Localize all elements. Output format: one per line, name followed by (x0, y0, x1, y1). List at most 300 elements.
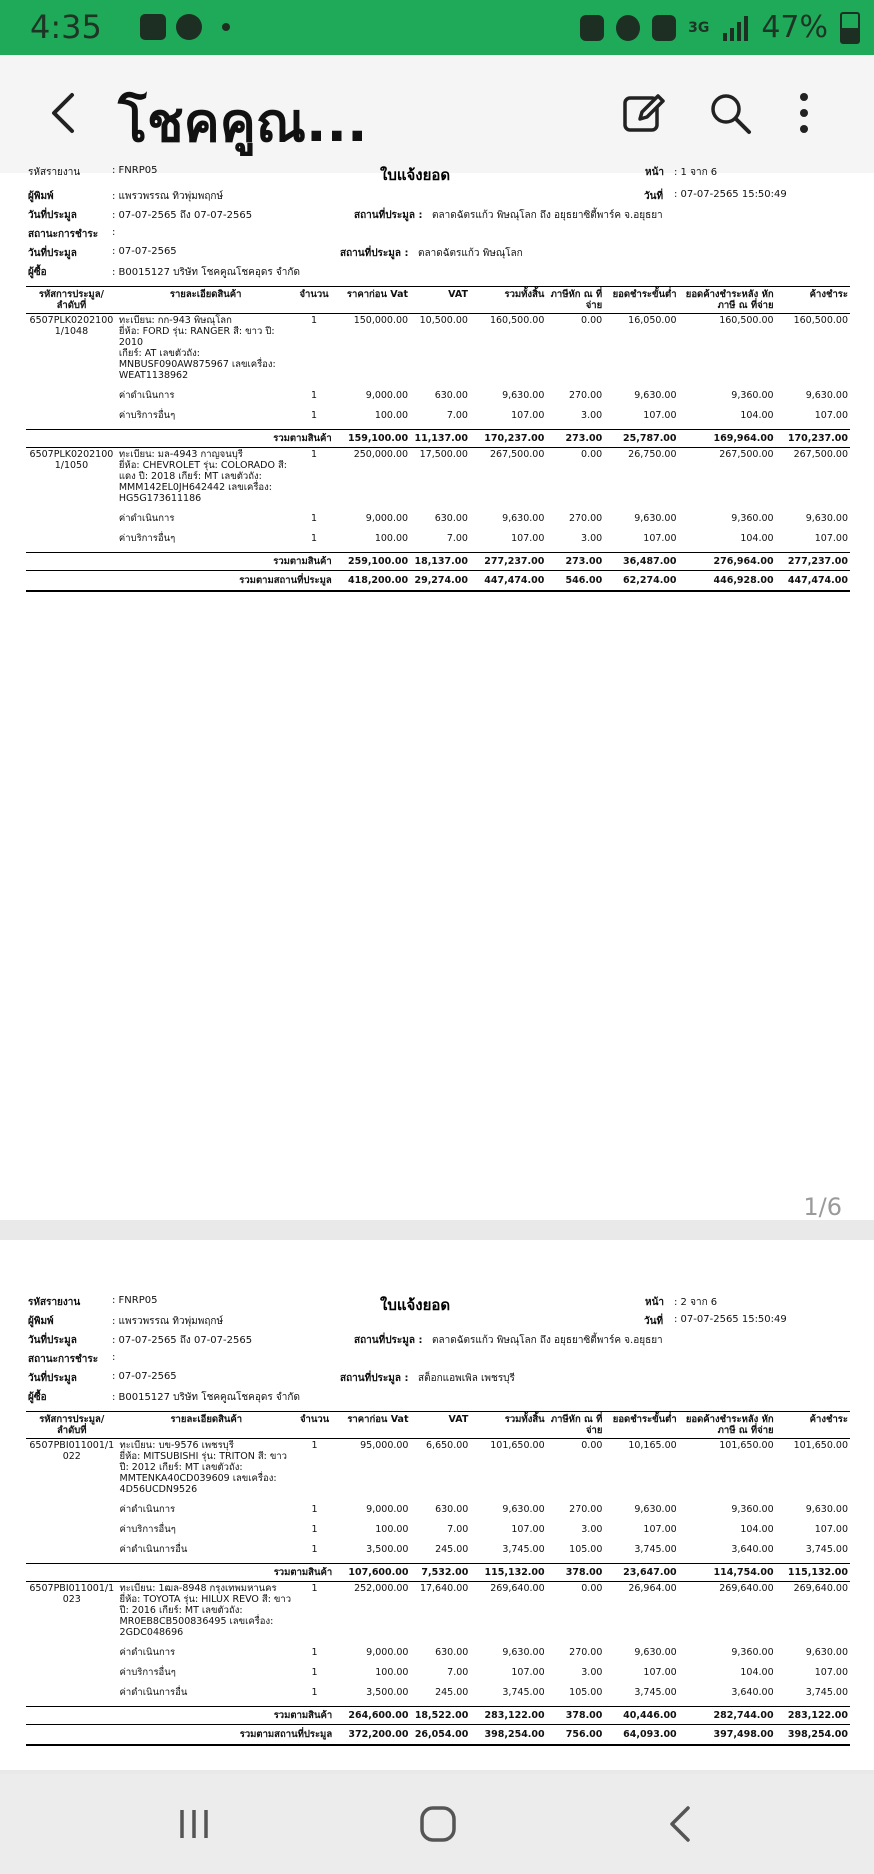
status-bar (0, 0, 874, 55)
amount-cell: 9,630.00 (805, 1504, 848, 1515)
amount-cell: 104.00 (740, 1524, 774, 1535)
item-description: ค่าดำเนินการอื่น (119, 1544, 188, 1555)
amount-cell: 150,000.00 (353, 315, 409, 326)
column-header: รายละเอียดสินค้า (118, 1412, 295, 1439)
amount-cell: 1 (311, 1440, 318, 1451)
amount-cell: 160,500.00 (489, 315, 545, 326)
lot-number: 6507PLK0202100 1/1050 (29, 449, 114, 471)
label-venue: สถานที่ประมูล : (354, 210, 423, 221)
row-spacer (26, 1699, 850, 1707)
amount-cell: 250,000.00 (353, 449, 409, 460)
item-description: ค่าดำเนินการ (118, 513, 175, 524)
lot-number (26, 1543, 118, 1556)
label-venue-2: สถานที่ประมูล : (340, 1373, 409, 1384)
alarm-icon (616, 15, 640, 41)
table-header-row (26, 287, 850, 314)
venue-total-amount: 546.00 (546, 571, 604, 592)
amount-cell: 1 (311, 513, 318, 524)
amount-cell: 95,000.00 (360, 1440, 409, 1451)
amount-cell: 10,500.00 (419, 315, 468, 326)
label-auction-date-2: วันที่ประมูล (28, 248, 77, 259)
amount-cell: 104.00 (740, 533, 774, 544)
value-auction-date-2: : 07-07-2565 (112, 1371, 177, 1382)
value-venue-2: สต็อกแอพเพิล เพชรบุรี (418, 1373, 515, 1384)
amount-cell: 3.00 (581, 1524, 603, 1535)
label-payment-status: สถานะการชำระ (28, 229, 99, 240)
label-date: วันที่ (644, 191, 664, 202)
subtotal-amount: 276,964.00 (679, 553, 776, 571)
value-report-code: : FNRP05 (112, 1295, 158, 1306)
value-date: : 07-07-2565 15:50:49 (674, 189, 787, 200)
subtotal-amount: 115,132.00 (776, 1564, 850, 1582)
lot-number (26, 1666, 118, 1679)
column-header: ค้างชำระ (776, 287, 850, 314)
row-spacer-cell (26, 402, 850, 409)
value-buyer: : B0015127 บริษัท โชคคูณโชคอุดร จำกัด (112, 1392, 300, 1403)
row-spacer-cell (26, 1679, 850, 1686)
amount-cell: 160,500.00 (719, 315, 774, 326)
amount-cell: 3,745.00 (502, 1544, 545, 1555)
amount-cell: 9,000.00 (365, 513, 409, 524)
subtotal-amount: 18,137.00 (410, 553, 470, 571)
lot-number: 6507PBI011001/1 022 (29, 1440, 115, 1462)
label-report-code: รหัสรายงาน (28, 1297, 81, 1308)
label-printer: ผู้พิมพ์ (28, 191, 54, 202)
amount-cell: 17,500.00 (419, 449, 468, 460)
amount-cell: 6,650.00 (426, 1440, 469, 1451)
amount-cell: 9,630.00 (634, 390, 677, 401)
venue-total-amount: 418,200.00 (334, 571, 410, 592)
amount-cell: 9,000.00 (366, 1504, 409, 1515)
amount-cell: 107.00 (511, 1667, 545, 1678)
value-venue: ตลาดฉัตรแก้ว พิษณุโลก ถึง อยุธยาซิตี้พาร์ค จ.อยุธยา (432, 210, 663, 221)
column-header: ยอดค้างชำระหลัง หักภาษี ณ ที่จ่าย (679, 287, 776, 314)
amount-cell: 7.00 (446, 410, 468, 421)
amount-cell: 3.00 (581, 1667, 603, 1678)
column-header: จำนวน (295, 1412, 334, 1439)
subtotal-amount: 115,132.00 (470, 1564, 546, 1582)
amount-cell: 267,500.00 (719, 449, 774, 460)
item-description: ค่าบริการอื่นๆ (118, 410, 176, 421)
amount-cell: 3,500.00 (366, 1687, 409, 1698)
amount-cell: 7.00 (446, 533, 468, 544)
label-date: วันที่ (644, 1316, 664, 1327)
amount-cell: 269,640.00 (719, 1583, 774, 1594)
row-spacer-cell (26, 1516, 850, 1523)
subtotal-amount: 273.00 (546, 430, 604, 448)
subtotal-amount: 264,600.00 (334, 1707, 410, 1725)
table-row (26, 389, 850, 402)
lot-number: 6507PBI011001/1 023 (29, 1583, 115, 1605)
amount-cell: 630.00 (435, 1504, 469, 1515)
venue-total-amount: 756.00 (547, 1725, 605, 1746)
subtotal-amount: 107,600.00 (334, 1564, 410, 1582)
amount-cell: 3,640.00 (731, 1544, 774, 1555)
venue-total-amount: 372,200.00 (334, 1725, 410, 1746)
amount-cell: 9,000.00 (366, 1647, 409, 1658)
search-icon[interactable] (706, 89, 754, 137)
row-spacer (26, 402, 850, 409)
amount-cell: 0.00 (581, 1583, 603, 1594)
amount-cell: 270.00 (569, 1504, 603, 1515)
venue-total-amount: 398,254.00 (776, 1725, 850, 1746)
amount-cell: 3,500.00 (366, 1544, 409, 1555)
item-description: ค่าดำเนินการ (118, 390, 175, 401)
value-payment-status: : (112, 227, 116, 238)
venue-total-amount: 398,254.00 (470, 1725, 546, 1746)
amount-cell: 3,745.00 (502, 1687, 545, 1698)
amount-cell: 270.00 (569, 1647, 603, 1658)
lot-number (26, 512, 117, 525)
value-page: : 2 จาก 6 (674, 1297, 718, 1308)
subtotal-amount: 36,487.00 (604, 553, 678, 571)
venue-total-label: รวมตามสถานที่ประมูล (26, 1725, 334, 1746)
amount-cell: 9,630.00 (502, 390, 545, 401)
venue-total-amount: 29,274.00 (410, 571, 470, 592)
table-row (26, 1439, 850, 1497)
row-spacer-cell (26, 505, 850, 512)
amount-cell: 0.00 (581, 449, 603, 460)
subtotal-row (26, 553, 850, 571)
amount-cell: 105.00 (569, 1687, 603, 1698)
table-header-row (26, 1412, 850, 1439)
lot-number (26, 389, 117, 402)
table-row (26, 1523, 850, 1536)
amount-cell: 1 (311, 533, 318, 544)
venue-total-amount: 64,093.00 (604, 1725, 678, 1746)
row-spacer (26, 1516, 850, 1523)
subtotal-amount: 159,100.00 (334, 430, 410, 448)
column-header: รหัสการประมูล/ ลำดับที่ (26, 287, 117, 314)
home-icon[interactable] (408, 1802, 468, 1846)
column-header: VAT (410, 1412, 470, 1439)
amount-cell: 3,745.00 (634, 1544, 677, 1555)
amount-cell: 9,630.00 (634, 1504, 677, 1515)
subtotal-amount: 23,647.00 (604, 1564, 678, 1582)
value-payment-status: : (112, 1352, 116, 1363)
value-printer: : แพรวพรรณ ทิวพุ่มพฤกษ์ (112, 191, 224, 202)
amount-cell: 9,360.00 (731, 513, 774, 524)
label-auction-date: วันที่ประมูล (28, 210, 77, 221)
amount-cell: 269,640.00 (793, 1583, 848, 1594)
label-page: หน้า (645, 167, 665, 178)
subtotal-amount: 259,100.00 (334, 553, 410, 571)
subtotal-amount: 114,754.00 (679, 1564, 776, 1582)
amount-cell: 107.00 (814, 1667, 848, 1678)
amount-cell: 107.00 (814, 533, 848, 544)
amount-cell: 3,745.00 (805, 1687, 848, 1698)
amount-cell: 26,750.00 (628, 449, 677, 460)
more-vert-icon[interactable] (780, 89, 828, 137)
venue-total-amount: 446,928.00 (679, 571, 776, 592)
lot-number: 6507PLK0202100 1/1048 (29, 315, 114, 337)
row-spacer-cell (26, 1556, 850, 1564)
venue-total-row (26, 1725, 850, 1746)
amount-cell: 100.00 (374, 410, 409, 421)
venue-total-amount: 447,474.00 (470, 571, 546, 592)
row-spacer (26, 1679, 850, 1686)
amount-cell: 630.00 (434, 390, 468, 401)
amount-cell: 267,500.00 (489, 449, 545, 460)
amount-cell: 9,630.00 (502, 1504, 545, 1515)
document-page-2 (0, 1240, 874, 1770)
amount-cell: 7.00 (447, 1667, 469, 1678)
amount-cell: 9,360.00 (731, 1504, 774, 1515)
subtotal-row (26, 1707, 850, 1725)
item-description: ค่าดำเนินการ (119, 1647, 176, 1658)
venue-total-label: รวมตามสถานที่ประมูล (26, 571, 334, 592)
amount-cell: 100.00 (375, 1524, 409, 1535)
value-auction-date: : 07-07-2565 ถึง 07-07-2565 (112, 210, 253, 221)
table-row (26, 314, 850, 383)
table-row (26, 448, 850, 506)
venue-total-amount: 397,498.00 (679, 1725, 776, 1746)
subtotal-amount: 169,964.00 (679, 430, 776, 448)
amount-cell: 1 (311, 1667, 318, 1678)
line-icon (176, 14, 202, 40)
amount-cell: 270.00 (568, 513, 603, 524)
column-header: ภาษีหัก ณ ที่จ่าย (546, 287, 604, 314)
amount-cell: 9,630.00 (805, 513, 848, 524)
table-row (26, 1543, 850, 1556)
gallery-icon (140, 14, 166, 40)
lot-number (26, 1686, 118, 1699)
table-row (26, 409, 850, 422)
row-spacer (26, 382, 850, 389)
table-row (26, 1582, 850, 1640)
subtotal-amount: 378.00 (547, 1707, 605, 1725)
amount-cell: 160,500.00 (793, 315, 848, 326)
lot-number (26, 1523, 118, 1536)
edit-icon[interactable] (620, 89, 668, 137)
amount-cell: 107.00 (814, 410, 848, 421)
amount-cell: 107.00 (511, 1524, 545, 1535)
subtotal-amount: 283,122.00 (470, 1707, 546, 1725)
table-row (26, 1503, 850, 1516)
amount-cell: 107.00 (511, 410, 545, 421)
subtotal-label: รวมตามสินค้า (26, 430, 334, 448)
amount-cell: 104.00 (740, 1667, 774, 1678)
amount-cell: 100.00 (375, 1667, 409, 1678)
column-header: รายละเอียดสินค้า (117, 287, 295, 314)
item-description: ค่าดำเนินการอื่น (119, 1687, 188, 1698)
statement-table (26, 1411, 850, 1746)
column-header: ราคาก่อน Vat (334, 287, 410, 314)
label-auction-date: วันที่ประมูล (28, 1335, 77, 1346)
amount-cell: 101,650.00 (793, 1440, 848, 1451)
amount-cell: 1 (311, 449, 318, 460)
item-description: ทะเบียน: กก-943 พิษณุโลก ยี่ห้อ: FORD รุ่น: RANGER สี: ขาว ปี: 2010 เกียร์: AT เลขตัวถัง: MNBUSF090AW875967 เลขเครื่อง: WEAT1138962 (118, 315, 276, 381)
row-spacer-cell (26, 1496, 850, 1503)
table-row (26, 1666, 850, 1679)
lot-number (26, 1646, 118, 1659)
amount-cell: 9,630.00 (634, 1647, 677, 1658)
item-description: ทะเบียน: มล-4943 กาญจนบุรี ยี่ห้อ: CHEVROLET รุ่น: COLORADO สี: แดง ปี: 2018 เกียร์: MT เลขตัวถัง: MMM142EL0JH642442 เลขเครื่อง: HG5G173611186 (118, 449, 287, 504)
signal-icon (721, 15, 749, 41)
value-page: : 1 จาก 6 (674, 167, 718, 178)
amount-cell: 1 (311, 1687, 318, 1698)
back-icon[interactable] (652, 1802, 712, 1846)
subtotal-amount: 273.00 (546, 553, 604, 571)
subtotal-amount: 170,237.00 (470, 430, 546, 448)
no-sim-icon (580, 15, 604, 41)
back-arrow-icon[interactable] (40, 87, 92, 139)
nav-bar (0, 1774, 874, 1874)
amount-cell: 107.00 (814, 1524, 848, 1535)
label-report-code: รหัสรายงาน (28, 167, 81, 178)
subtotal-amount: 170,237.00 (776, 430, 850, 448)
column-header: รหัสการประมูล/ ลำดับที่ (26, 1412, 118, 1439)
item-description: ค่าบริการอื่นๆ (118, 533, 176, 544)
amount-cell: 26,964.00 (628, 1583, 677, 1594)
subtotal-amount: 277,237.00 (470, 553, 546, 571)
value-buyer: : B0015127 บริษัท โชคคูณโชคอุดร จำกัด (112, 267, 300, 278)
table-row (26, 532, 850, 545)
doc-title: ใบแจ้งยอด (380, 166, 451, 184)
status-left-icons (140, 14, 230, 40)
value-venue: ตลาดฉัตรแก้ว พิษณุโลก ถึง อยุธยาซิตี้พาร์ค จ.อยุธยา (432, 1335, 663, 1346)
venue-total-amount: 447,474.00 (776, 571, 850, 592)
subtotal-amount: 282,744.00 (679, 1707, 776, 1725)
amount-cell: 9,630.00 (805, 1647, 848, 1658)
amount-cell: 1 (311, 1524, 318, 1535)
subtotal-amount: 18,522.00 (410, 1707, 470, 1725)
amount-cell: 3.00 (581, 410, 603, 421)
label-buyer: ผู้ซื้อ (28, 267, 47, 278)
value-date: : 07-07-2565 15:50:49 (674, 1314, 787, 1325)
amount-cell: 1 (311, 410, 318, 421)
column-header: รวมทั้งสิ้น (470, 1412, 546, 1439)
amount-cell: 9,360.00 (731, 1647, 774, 1658)
row-spacer-cell (26, 1699, 850, 1707)
amount-cell: 9,000.00 (365, 390, 409, 401)
amount-cell: 267,500.00 (793, 449, 848, 460)
document-page-1 (0, 165, 874, 1220)
app-title: โชคคูณ... (118, 91, 368, 154)
amount-cell: 1 (311, 1504, 318, 1515)
table-row (26, 1646, 850, 1659)
item-description: ค่าบริการอื่นๆ (119, 1667, 176, 1678)
amount-cell: 245.00 (435, 1687, 469, 1698)
battery-icon (840, 12, 860, 44)
row-spacer (26, 1639, 850, 1646)
amount-cell: 1 (311, 1583, 318, 1594)
row-spacer-cell (26, 1536, 850, 1543)
amount-cell: 104.00 (740, 410, 774, 421)
recent-apps-icon[interactable] (164, 1802, 224, 1846)
venue-total-amount: 62,274.00 (604, 571, 678, 592)
amount-cell: 1 (311, 1647, 318, 1658)
network-type: 3G (688, 19, 710, 36)
lot-number (26, 409, 117, 422)
lot-number (26, 532, 117, 545)
amount-cell: 630.00 (434, 513, 468, 524)
notification-dot-icon (222, 23, 230, 31)
doc-title: ใบแจ้งยอด (380, 1296, 451, 1314)
column-header: ยอดชำระขั้นต่ำ (604, 287, 678, 314)
column-header: ค้างชำระ (776, 1412, 850, 1439)
row-spacer (26, 1556, 850, 1564)
label-venue: สถานที่ประมูล : (354, 1335, 423, 1346)
amount-cell: 107.00 (643, 1524, 677, 1535)
venue-total-amount: 26,054.00 (410, 1725, 470, 1746)
amount-cell: 3,745.00 (805, 1544, 848, 1555)
amount-cell: 7.00 (447, 1524, 469, 1535)
amount-cell: 252,000.00 (354, 1583, 409, 1594)
amount-cell: 17,640.00 (419, 1583, 469, 1594)
amount-cell: 105.00 (569, 1544, 603, 1555)
row-spacer (26, 505, 850, 512)
label-payment-status: สถานะการชำระ (28, 1354, 99, 1365)
column-header: VAT (410, 287, 470, 314)
statement-table (26, 286, 850, 592)
value-report-code: : FNRP05 (112, 165, 158, 176)
subtotal-amount: 378.00 (547, 1564, 605, 1582)
row-spacer (26, 1496, 850, 1503)
amount-cell: 0.00 (581, 1440, 603, 1451)
label-page: หน้า (645, 1297, 665, 1308)
row-spacer-cell (26, 422, 850, 430)
app-bar (0, 55, 874, 174)
amount-cell: 9,630.00 (634, 513, 677, 524)
row-spacer (26, 1536, 850, 1543)
amount-cell: 107.00 (511, 533, 545, 544)
amount-cell: 1 (311, 315, 318, 326)
status-time: 4:35 (30, 8, 102, 46)
subtotal-amount: 11,137.00 (410, 430, 470, 448)
subtotal-amount: 277,237.00 (776, 553, 850, 571)
subtotal-amount: 25,787.00 (604, 430, 678, 448)
row-spacer-cell (26, 525, 850, 532)
amount-cell: 100.00 (374, 533, 409, 544)
amount-cell: 9,360.00 (731, 390, 774, 401)
amount-cell: 107.00 (643, 1667, 677, 1678)
mute-icon (652, 15, 676, 41)
column-header: ภาษีหัก ณ ที่จ่าย (547, 1412, 605, 1439)
amount-cell: 101,650.00 (719, 1440, 774, 1451)
column-header: ราคาก่อน Vat (334, 1412, 410, 1439)
label-buyer: ผู้ซื้อ (28, 1392, 47, 1403)
row-spacer-cell (26, 1659, 850, 1666)
amount-cell: 3,640.00 (731, 1687, 774, 1698)
label-auction-date-2: วันที่ประมูล (28, 1373, 77, 1384)
item-description: ค่าดำเนินการ (119, 1504, 176, 1515)
row-spacer (26, 1659, 850, 1666)
row-spacer-cell (26, 1639, 850, 1646)
column-header: ยอดชำระขั้นต่ำ (604, 1412, 678, 1439)
status-right-icons (580, 10, 860, 45)
column-header: จำนวน (294, 287, 333, 314)
amount-cell: 3.00 (581, 533, 603, 544)
item-description: ทะเบียน: 1ฒล-8948 กรุงเทพมหานคร ยี่ห้อ: TOYOTA รุ่น: HILUX REVO สี: ขาว ปี: 2016 เกียร์: MT เลขตัวถัง: MR0EB8CB500836495 เลขเครื่อง: 2GDC048696 (119, 1583, 292, 1638)
amount-cell: 9,630.00 (502, 513, 545, 524)
row-spacer-cell (26, 382, 850, 389)
amount-cell: 107.00 (643, 533, 677, 544)
battery-percent: 47% (761, 10, 828, 45)
subtotal-row (26, 430, 850, 448)
subtotal-amount: 283,122.00 (776, 1707, 850, 1725)
amount-cell: 269,640.00 (490, 1583, 545, 1594)
item-description: ค่าบริการอื่นๆ (119, 1524, 176, 1535)
value-auction-date: : 07-07-2565 ถึง 07-07-2565 (112, 1335, 253, 1346)
amount-cell: 10,165.00 (628, 1440, 677, 1451)
column-header: ยอดค้างชำระหลัง หักภาษี ณ ที่จ่าย (679, 1412, 776, 1439)
row-spacer (26, 422, 850, 430)
row-spacer (26, 525, 850, 532)
battery-fill (842, 28, 858, 41)
amount-cell: 9,630.00 (805, 390, 848, 401)
amount-cell: 1 (311, 1544, 318, 1555)
